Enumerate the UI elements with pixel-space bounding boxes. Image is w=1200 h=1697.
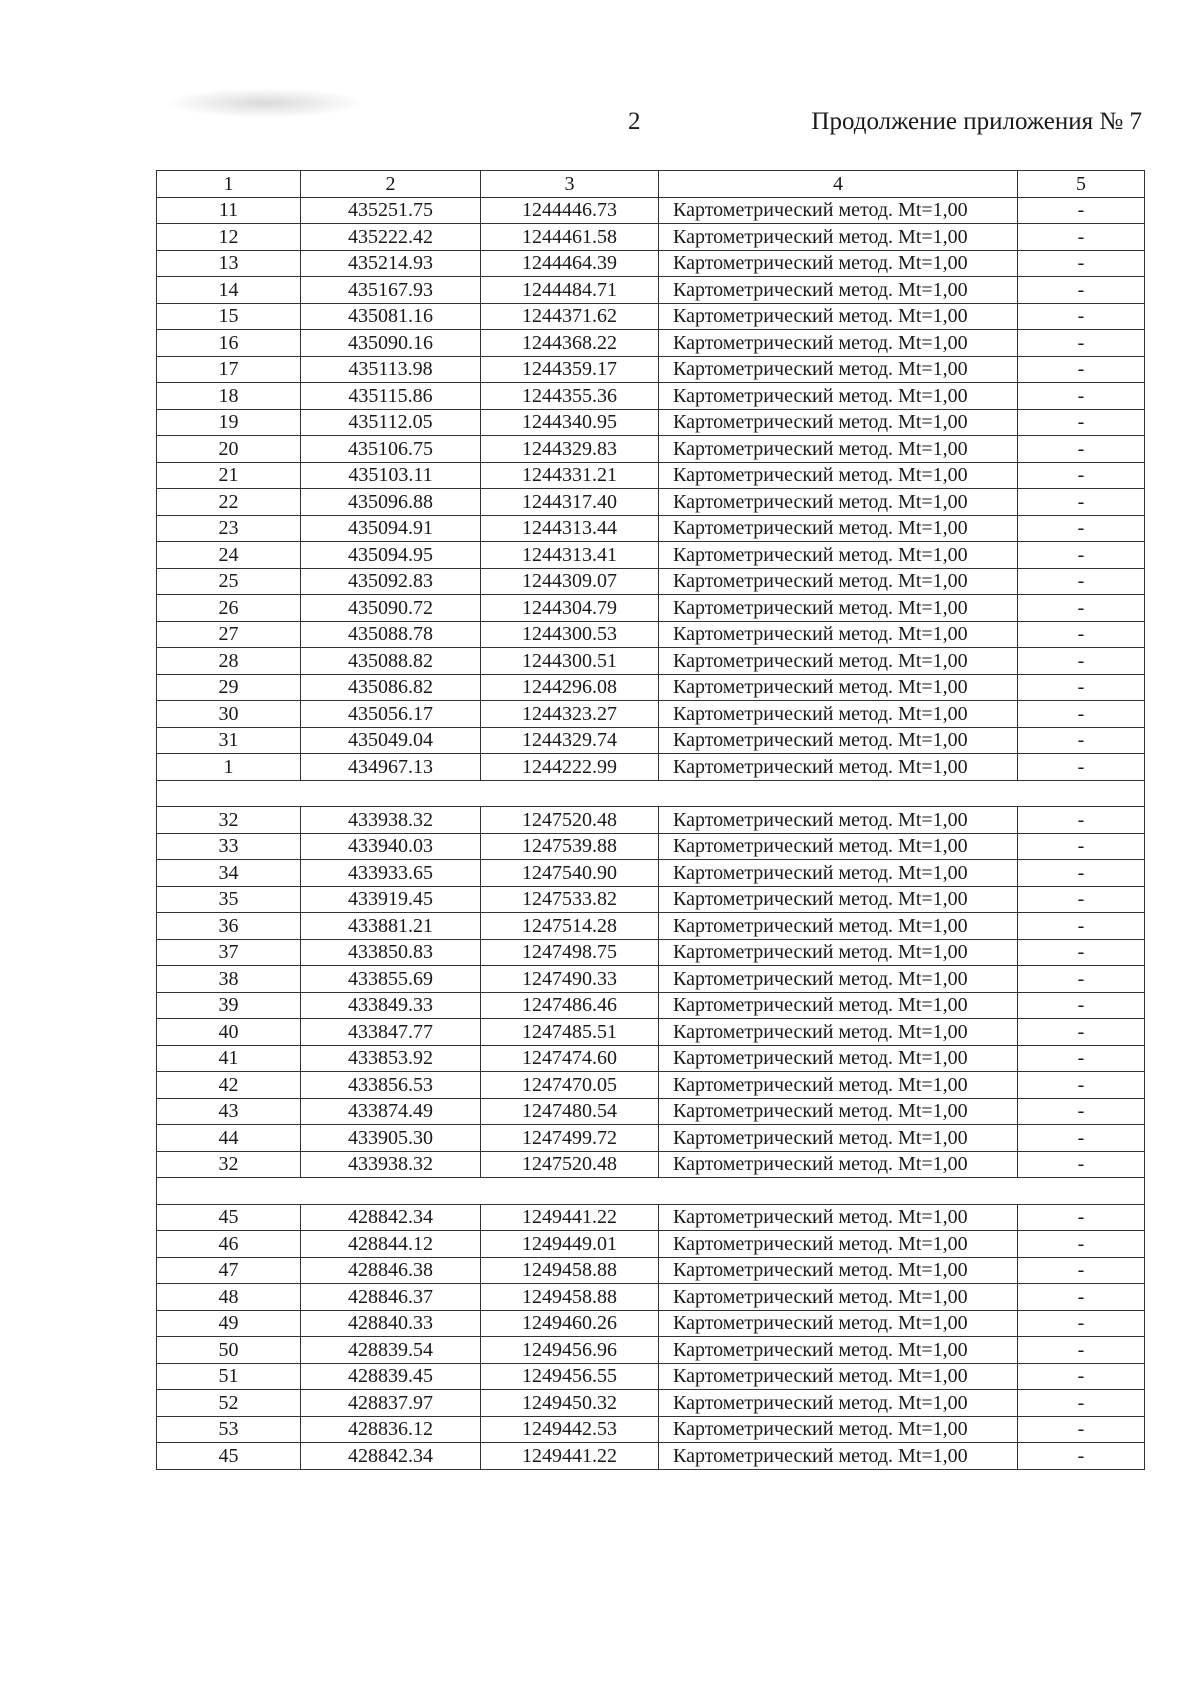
x-coordinate-cell: 433874.49 <box>301 1098 481 1125</box>
coordinates-table <box>156 170 1145 1470</box>
group-separator-cell <box>157 1178 1145 1205</box>
table-row <box>157 966 1145 993</box>
y-coordinate-cell: 1244329.74 <box>481 727 659 754</box>
method-cell: Картометрический метод. Mt=1,00 <box>659 1416 1018 1443</box>
point-number-cell: 23 <box>157 515 301 542</box>
point-number-cell: 41 <box>157 1045 301 1072</box>
column-header: 2 <box>301 171 481 198</box>
x-coordinate-cell: 433938.32 <box>301 807 481 834</box>
error-cell: - <box>1018 939 1145 966</box>
y-coordinate-cell: 1249456.96 <box>481 1337 659 1364</box>
error-cell: - <box>1018 568 1145 595</box>
y-coordinate-cell: 1247540.90 <box>481 860 659 887</box>
error-cell: - <box>1018 277 1145 304</box>
x-coordinate-cell: 435094.91 <box>301 515 481 542</box>
method-cell: Картометрический метод. Mt=1,00 <box>659 913 1018 940</box>
x-coordinate-cell: 435092.83 <box>301 568 481 595</box>
table-row <box>157 1204 1145 1231</box>
table-row <box>157 727 1145 754</box>
method-cell: Картометрический метод. Mt=1,00 <box>659 1310 1018 1337</box>
table-row <box>157 913 1145 940</box>
x-coordinate-cell: 435113.98 <box>301 356 481 383</box>
method-cell: Картометрический метод. Mt=1,00 <box>659 462 1018 489</box>
error-cell: - <box>1018 1337 1145 1364</box>
y-coordinate-cell: 1249450.32 <box>481 1390 659 1417</box>
y-coordinate-cell: 1244329.83 <box>481 436 659 463</box>
point-number-cell: 25 <box>157 568 301 595</box>
table-header <box>157 171 1145 198</box>
table-row <box>157 1390 1145 1417</box>
method-cell: Картометрический метод. Mt=1,00 <box>659 224 1018 251</box>
table-row <box>157 515 1145 542</box>
point-number-cell: 18 <box>157 383 301 410</box>
x-coordinate-cell: 428846.37 <box>301 1284 481 1311</box>
y-coordinate-cell: 1244446.73 <box>481 197 659 224</box>
table-row <box>157 197 1145 224</box>
method-cell: Картометрический метод. Mt=1,00 <box>659 833 1018 860</box>
method-cell: Картометрический метод. Mt=1,00 <box>659 515 1018 542</box>
error-cell: - <box>1018 1363 1145 1390</box>
column-header: 3 <box>481 171 659 198</box>
error-cell: - <box>1018 833 1145 860</box>
error-cell: - <box>1018 462 1145 489</box>
y-coordinate-cell: 1247480.54 <box>481 1098 659 1125</box>
method-cell: Картометрический метод. Mt=1,00 <box>659 436 1018 463</box>
method-cell: Картометрический метод. Mt=1,00 <box>659 409 1018 436</box>
method-cell: Картометрический метод. Mt=1,00 <box>659 250 1018 277</box>
group-separator-cell <box>157 780 1145 807</box>
table-row <box>157 992 1145 1019</box>
error-cell: - <box>1018 409 1145 436</box>
table-row <box>157 807 1145 834</box>
y-coordinate-cell: 1244317.40 <box>481 489 659 516</box>
x-coordinate-cell: 428837.97 <box>301 1390 481 1417</box>
error-cell: - <box>1018 674 1145 701</box>
x-coordinate-cell: 435049.04 <box>301 727 481 754</box>
method-cell: Картометрический метод. Mt=1,00 <box>659 1151 1018 1178</box>
method-cell: Картометрический метод. Mt=1,00 <box>659 701 1018 728</box>
error-cell: - <box>1018 356 1145 383</box>
x-coordinate-cell: 435214.93 <box>301 250 481 277</box>
table-row <box>157 595 1145 622</box>
y-coordinate-cell: 1244296.08 <box>481 674 659 701</box>
table-row <box>157 939 1145 966</box>
x-coordinate-cell: 435090.72 <box>301 595 481 622</box>
method-cell: Картометрический метод. Mt=1,00 <box>659 886 1018 913</box>
point-number-cell: 42 <box>157 1072 301 1099</box>
y-coordinate-cell: 1244484.71 <box>481 277 659 304</box>
y-coordinate-cell: 1244309.07 <box>481 568 659 595</box>
x-coordinate-cell: 428846.38 <box>301 1257 481 1284</box>
x-coordinate-cell: 433855.69 <box>301 966 481 993</box>
point-number-cell: 31 <box>157 727 301 754</box>
x-coordinate-cell: 435090.16 <box>301 330 481 357</box>
y-coordinate-cell: 1247520.48 <box>481 1151 659 1178</box>
method-cell: Картометрический метод. Mt=1,00 <box>659 197 1018 224</box>
point-number-cell: 50 <box>157 1337 301 1364</box>
point-number-cell: 12 <box>157 224 301 251</box>
method-cell: Картометрический метод. Mt=1,00 <box>659 1337 1018 1364</box>
y-coordinate-cell: 1247470.05 <box>481 1072 659 1099</box>
table-row <box>157 383 1145 410</box>
point-number-cell: 28 <box>157 648 301 675</box>
table-row <box>157 860 1145 887</box>
column-header: 5 <box>1018 171 1145 198</box>
table-row <box>157 1019 1145 1046</box>
error-cell: - <box>1018 913 1145 940</box>
method-cell: Картометрический метод. Mt=1,00 <box>659 277 1018 304</box>
method-cell: Картометрический метод. Mt=1,00 <box>659 648 1018 675</box>
table-row <box>157 1257 1145 1284</box>
method-cell: Картометрический метод. Mt=1,00 <box>659 860 1018 887</box>
table-row <box>157 1310 1145 1337</box>
table-row <box>157 1363 1145 1390</box>
point-number-cell: 21 <box>157 462 301 489</box>
point-number-cell: 38 <box>157 966 301 993</box>
point-number-cell: 36 <box>157 913 301 940</box>
y-coordinate-cell: 1249458.88 <box>481 1257 659 1284</box>
error-cell: - <box>1018 436 1145 463</box>
table-row <box>157 648 1145 675</box>
method-cell: Картометрический метод. Mt=1,00 <box>659 1098 1018 1125</box>
error-cell: - <box>1018 1416 1145 1443</box>
table-row <box>157 1337 1145 1364</box>
point-number-cell: 20 <box>157 436 301 463</box>
error-cell: - <box>1018 515 1145 542</box>
x-coordinate-cell: 435096.88 <box>301 489 481 516</box>
table-row <box>157 356 1145 383</box>
x-coordinate-cell: 428839.45 <box>301 1363 481 1390</box>
method-cell: Картометрический метод. Mt=1,00 <box>659 542 1018 569</box>
x-coordinate-cell: 435081.16 <box>301 303 481 330</box>
x-coordinate-cell: 433905.30 <box>301 1125 481 1152</box>
error-cell: - <box>1018 1204 1145 1231</box>
method-cell: Картометрический метод. Mt=1,00 <box>659 1443 1018 1470</box>
method-cell: Картометрический метод. Mt=1,00 <box>659 966 1018 993</box>
y-coordinate-cell: 1244300.53 <box>481 621 659 648</box>
table-row <box>157 1443 1145 1470</box>
y-coordinate-cell: 1244368.22 <box>481 330 659 357</box>
error-cell: - <box>1018 1125 1145 1152</box>
x-coordinate-cell: 428836.12 <box>301 1416 481 1443</box>
error-cell: - <box>1018 330 1145 357</box>
x-coordinate-cell: 433850.83 <box>301 939 481 966</box>
x-coordinate-cell: 435088.78 <box>301 621 481 648</box>
table-row <box>157 330 1145 357</box>
x-coordinate-cell: 435251.75 <box>301 197 481 224</box>
x-coordinate-cell: 428839.54 <box>301 1337 481 1364</box>
y-coordinate-cell: 1247539.88 <box>481 833 659 860</box>
y-coordinate-cell: 1247498.75 <box>481 939 659 966</box>
table-row <box>157 701 1145 728</box>
point-number-cell: 11 <box>157 197 301 224</box>
error-cell: - <box>1018 1072 1145 1099</box>
point-number-cell: 49 <box>157 1310 301 1337</box>
y-coordinate-cell: 1244323.27 <box>481 701 659 728</box>
point-number-cell: 44 <box>157 1125 301 1152</box>
method-cell: Картометрический метод. Mt=1,00 <box>659 1019 1018 1046</box>
y-coordinate-cell: 1244222.99 <box>481 754 659 781</box>
method-cell: Картометрический метод. Mt=1,00 <box>659 1204 1018 1231</box>
method-cell: Картометрический метод. Mt=1,00 <box>659 674 1018 701</box>
x-coordinate-cell: 428840.33 <box>301 1310 481 1337</box>
point-number-cell: 13 <box>157 250 301 277</box>
table-row <box>157 833 1145 860</box>
point-number-cell: 32 <box>157 807 301 834</box>
error-cell: - <box>1018 754 1145 781</box>
x-coordinate-cell: 435112.05 <box>301 409 481 436</box>
y-coordinate-cell: 1244340.95 <box>481 409 659 436</box>
y-coordinate-cell: 1249442.53 <box>481 1416 659 1443</box>
point-number-cell: 40 <box>157 1019 301 1046</box>
table-row <box>157 542 1145 569</box>
error-cell: - <box>1018 1019 1145 1046</box>
method-cell: Картометрический метод. Mt=1,00 <box>659 568 1018 595</box>
error-cell: - <box>1018 992 1145 1019</box>
table-row <box>157 1045 1145 1072</box>
error-cell: - <box>1018 542 1145 569</box>
point-number-cell: 45 <box>157 1443 301 1470</box>
point-number-cell: 35 <box>157 886 301 913</box>
point-number-cell: 32 <box>157 1151 301 1178</box>
y-coordinate-cell: 1249441.22 <box>481 1443 659 1470</box>
point-number-cell: 39 <box>157 992 301 1019</box>
table-row <box>157 436 1145 463</box>
x-coordinate-cell: 435056.17 <box>301 701 481 728</box>
point-number-cell: 37 <box>157 939 301 966</box>
y-coordinate-cell: 1247485.51 <box>481 1019 659 1046</box>
point-number-cell: 22 <box>157 489 301 516</box>
error-cell: - <box>1018 303 1145 330</box>
x-coordinate-cell: 428844.12 <box>301 1231 481 1258</box>
error-cell: - <box>1018 1284 1145 1311</box>
table-row <box>157 1231 1145 1258</box>
x-coordinate-cell: 433940.03 <box>301 833 481 860</box>
table-row <box>157 409 1145 436</box>
table-row <box>157 1416 1145 1443</box>
y-coordinate-cell: 1244371.62 <box>481 303 659 330</box>
error-cell: - <box>1018 224 1145 251</box>
table-row <box>157 1284 1145 1311</box>
column-header: 1 <box>157 171 301 198</box>
x-coordinate-cell: 435094.95 <box>301 542 481 569</box>
y-coordinate-cell: 1247490.33 <box>481 966 659 993</box>
y-coordinate-cell: 1247474.60 <box>481 1045 659 1072</box>
error-cell: - <box>1018 1310 1145 1337</box>
method-cell: Картометрический метод. Mt=1,00 <box>659 807 1018 834</box>
error-cell: - <box>1018 1257 1145 1284</box>
x-coordinate-cell: 433856.53 <box>301 1072 481 1099</box>
error-cell: - <box>1018 1231 1145 1258</box>
x-coordinate-cell: 433933.65 <box>301 860 481 887</box>
header-row <box>157 171 1145 198</box>
x-coordinate-cell: 428842.34 <box>301 1204 481 1231</box>
point-number-cell: 34 <box>157 860 301 887</box>
scan-smudge <box>165 88 365 118</box>
error-cell: - <box>1018 1098 1145 1125</box>
error-cell: - <box>1018 621 1145 648</box>
group-separator-row <box>157 1178 1145 1205</box>
error-cell: - <box>1018 1045 1145 1072</box>
table-row <box>157 489 1145 516</box>
table-row <box>157 250 1145 277</box>
y-coordinate-cell: 1244461.58 <box>481 224 659 251</box>
point-number-cell: 19 <box>157 409 301 436</box>
x-coordinate-cell: 435222.42 <box>301 224 481 251</box>
y-coordinate-cell: 1244331.21 <box>481 462 659 489</box>
error-cell: - <box>1018 197 1145 224</box>
table-row <box>157 462 1145 489</box>
point-number-cell: 29 <box>157 674 301 701</box>
y-coordinate-cell: 1244313.41 <box>481 542 659 569</box>
error-cell: - <box>1018 1443 1145 1470</box>
x-coordinate-cell: 428842.34 <box>301 1443 481 1470</box>
y-coordinate-cell: 1244359.17 <box>481 356 659 383</box>
group-separator-row <box>157 780 1145 807</box>
error-cell: - <box>1018 807 1145 834</box>
error-cell: - <box>1018 727 1145 754</box>
x-coordinate-cell: 435167.93 <box>301 277 481 304</box>
table-row <box>157 224 1145 251</box>
x-coordinate-cell: 433938.32 <box>301 1151 481 1178</box>
method-cell: Картометрический метод. Mt=1,00 <box>659 303 1018 330</box>
error-cell: - <box>1018 595 1145 622</box>
method-cell: Картометрический метод. Mt=1,00 <box>659 1257 1018 1284</box>
x-coordinate-cell: 433853.92 <box>301 1045 481 1072</box>
point-number-cell: 16 <box>157 330 301 357</box>
table-row <box>157 303 1145 330</box>
point-number-cell: 17 <box>157 356 301 383</box>
method-cell: Картометрический метод. Mt=1,00 <box>659 1284 1018 1311</box>
point-number-cell: 52 <box>157 1390 301 1417</box>
method-cell: Картометрический метод. Mt=1,00 <box>659 1390 1018 1417</box>
point-number-cell: 14 <box>157 277 301 304</box>
y-coordinate-cell: 1249458.88 <box>481 1284 659 1311</box>
method-cell: Картометрический метод. Mt=1,00 <box>659 727 1018 754</box>
method-cell: Картометрический метод. Mt=1,00 <box>659 595 1018 622</box>
method-cell: Картометрический метод. Mt=1,00 <box>659 489 1018 516</box>
y-coordinate-cell: 1247486.46 <box>481 992 659 1019</box>
method-cell: Картометрический метод. Mt=1,00 <box>659 754 1018 781</box>
x-coordinate-cell: 435115.86 <box>301 383 481 410</box>
method-cell: Картометрический метод. Mt=1,00 <box>659 1125 1018 1152</box>
error-cell: - <box>1018 701 1145 728</box>
table-row <box>157 1072 1145 1099</box>
x-coordinate-cell: 434967.13 <box>301 754 481 781</box>
x-coordinate-cell: 435086.82 <box>301 674 481 701</box>
y-coordinate-cell: 1244300.51 <box>481 648 659 675</box>
page-number: 2 <box>628 108 641 135</box>
table-row <box>157 1125 1145 1152</box>
y-coordinate-cell: 1249460.26 <box>481 1310 659 1337</box>
table-row <box>157 568 1145 595</box>
point-number-cell: 48 <box>157 1284 301 1311</box>
point-number-cell: 45 <box>157 1204 301 1231</box>
method-cell: Картометрический метод. Mt=1,00 <box>659 1363 1018 1390</box>
table-row <box>157 1151 1145 1178</box>
x-coordinate-cell: 435106.75 <box>301 436 481 463</box>
table-row <box>157 277 1145 304</box>
y-coordinate-cell: 1249449.01 <box>481 1231 659 1258</box>
x-coordinate-cell: 435103.11 <box>301 462 481 489</box>
error-cell: - <box>1018 1151 1145 1178</box>
method-cell: Картометрический метод. Mt=1,00 <box>659 383 1018 410</box>
error-cell: - <box>1018 489 1145 516</box>
method-cell: Картометрический метод. Mt=1,00 <box>659 1045 1018 1072</box>
x-coordinate-cell: 433847.77 <box>301 1019 481 1046</box>
error-cell: - <box>1018 383 1145 410</box>
x-coordinate-cell: 435088.82 <box>301 648 481 675</box>
point-number-cell: 27 <box>157 621 301 648</box>
point-number-cell: 43 <box>157 1098 301 1125</box>
error-cell: - <box>1018 250 1145 277</box>
error-cell: - <box>1018 1390 1145 1417</box>
y-coordinate-cell: 1244313.44 <box>481 515 659 542</box>
point-number-cell: 30 <box>157 701 301 728</box>
x-coordinate-cell: 433849.33 <box>301 992 481 1019</box>
method-cell: Картометрический метод. Mt=1,00 <box>659 356 1018 383</box>
table-row <box>157 621 1145 648</box>
point-number-cell: 51 <box>157 1363 301 1390</box>
y-coordinate-cell: 1249456.55 <box>481 1363 659 1390</box>
column-header: 4 <box>659 171 1018 198</box>
point-number-cell: 26 <box>157 595 301 622</box>
y-coordinate-cell: 1244355.36 <box>481 383 659 410</box>
method-cell: Картометрический метод. Mt=1,00 <box>659 1072 1018 1099</box>
y-coordinate-cell: 1249441.22 <box>481 1204 659 1231</box>
method-cell: Картометрический метод. Mt=1,00 <box>659 939 1018 966</box>
table-row <box>157 886 1145 913</box>
y-coordinate-cell: 1247520.48 <box>481 807 659 834</box>
y-coordinate-cell: 1247533.82 <box>481 886 659 913</box>
y-coordinate-cell: 1247499.72 <box>481 1125 659 1152</box>
error-cell: - <box>1018 648 1145 675</box>
point-number-cell: 24 <box>157 542 301 569</box>
table-row <box>157 674 1145 701</box>
page-title: Продолжение приложения № 7 <box>811 108 1142 135</box>
point-number-cell: 46 <box>157 1231 301 1258</box>
table-row <box>157 1098 1145 1125</box>
method-cell: Картометрический метод. Mt=1,00 <box>659 992 1018 1019</box>
point-number-cell: 47 <box>157 1257 301 1284</box>
point-number-cell: 1 <box>157 754 301 781</box>
y-coordinate-cell: 1244464.39 <box>481 250 659 277</box>
error-cell: - <box>1018 886 1145 913</box>
y-coordinate-cell: 1244304.79 <box>481 595 659 622</box>
error-cell: - <box>1018 966 1145 993</box>
point-number-cell: 15 <box>157 303 301 330</box>
point-number-cell: 53 <box>157 1416 301 1443</box>
table-body <box>157 197 1145 1469</box>
x-coordinate-cell: 433881.21 <box>301 913 481 940</box>
method-cell: Картометрический метод. Mt=1,00 <box>659 1231 1018 1258</box>
table-row <box>157 754 1145 781</box>
error-cell: - <box>1018 860 1145 887</box>
method-cell: Картометрический метод. Mt=1,00 <box>659 330 1018 357</box>
point-number-cell: 33 <box>157 833 301 860</box>
x-coordinate-cell: 433919.45 <box>301 886 481 913</box>
method-cell: Картометрический метод. Mt=1,00 <box>659 621 1018 648</box>
y-coordinate-cell: 1247514.28 <box>481 913 659 940</box>
